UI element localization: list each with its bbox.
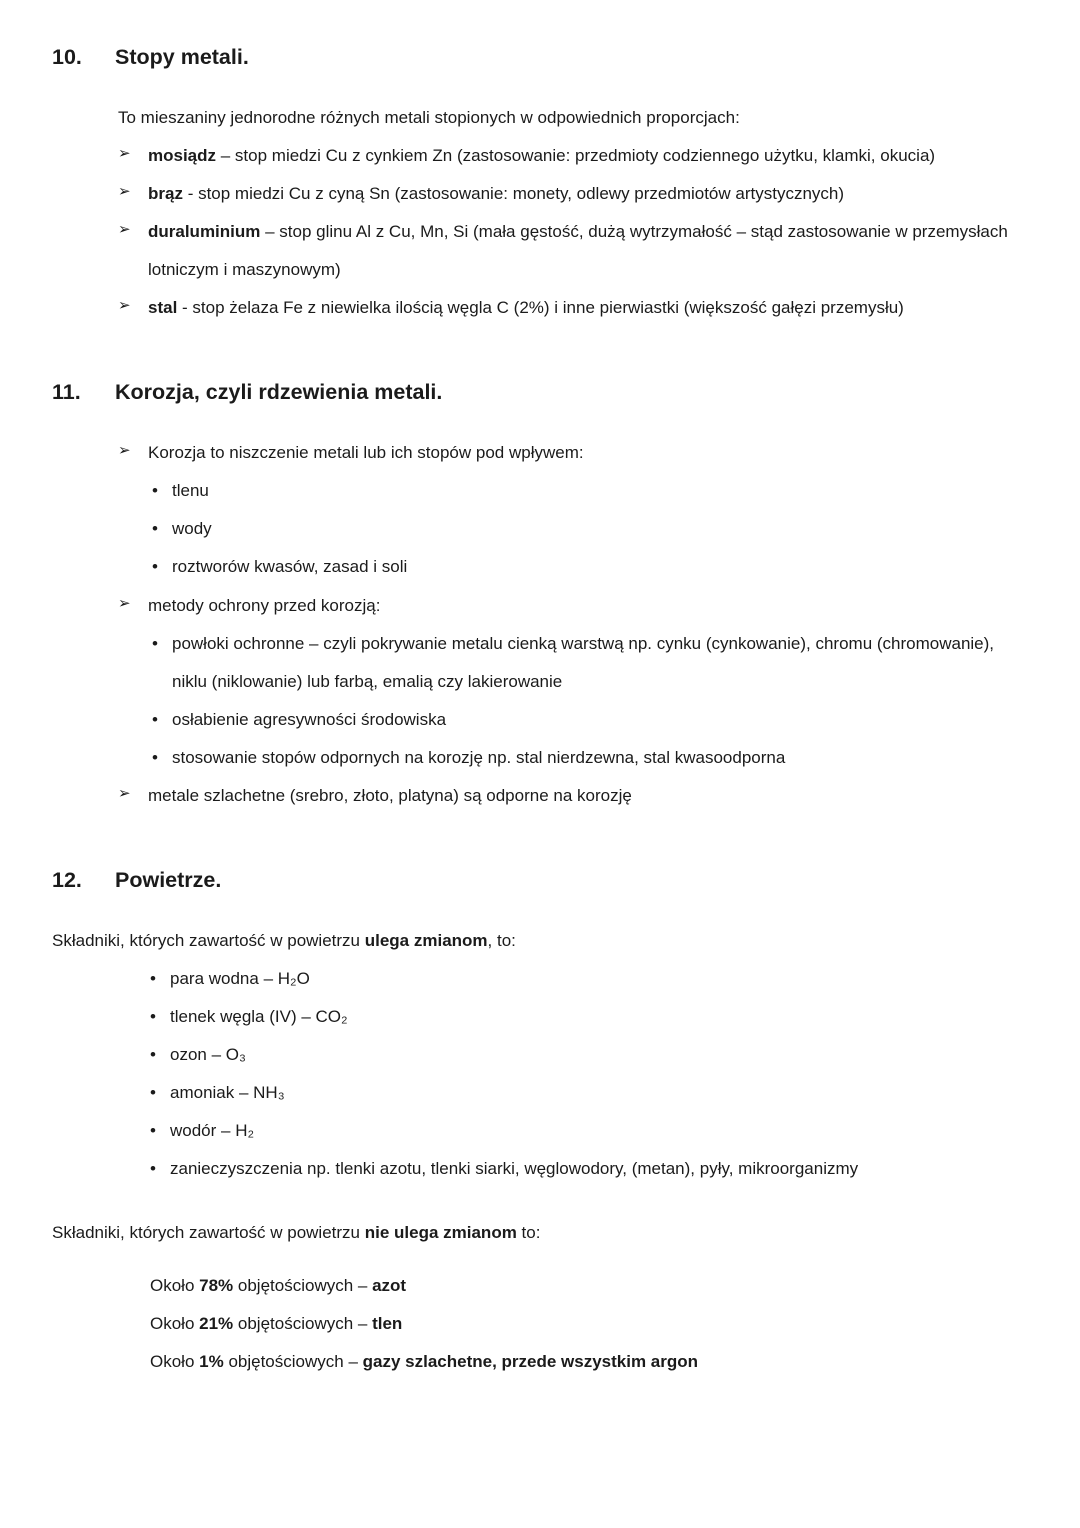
list-item-text: osłabienie agresywności środowiska xyxy=(172,709,447,729)
heading-bold: nie ulega zmianom xyxy=(364,1223,517,1243)
list-item-text xyxy=(148,289,1030,327)
list-item-term: stal xyxy=(148,298,178,318)
section-title: Powietrze. xyxy=(115,868,222,892)
section-11-content xyxy=(118,434,1030,815)
list-item xyxy=(118,777,1030,815)
heading-suffix: to: xyxy=(516,1223,541,1243)
list-item-term: brąz xyxy=(148,184,183,204)
list-item xyxy=(118,434,1030,472)
list-item-text xyxy=(148,137,1030,175)
list-item-body: - stop miedzi Cu z cyną Sn (zastosowanie: monety, odlewy przedmiotów artystycznych) xyxy=(182,184,845,204)
heading-bold: ulega zmianom xyxy=(364,930,488,950)
list-item-text: stosowanie stopów odpornych na korozję np. stal nierdzewna, stal kwasoodporna xyxy=(172,747,786,767)
constant-components-heading xyxy=(52,1214,1030,1252)
list-item-text: metody ochrony przed korozją: xyxy=(148,595,381,615)
line-component: azot xyxy=(372,1275,407,1295)
heading-prefix: Składniki, których zawartość w powietrzu xyxy=(52,1223,365,1243)
list-item xyxy=(150,960,1030,998)
line-middle: objętościowych – xyxy=(233,1313,373,1333)
list-item-body: – stop miedzi Cu z cynkiem Zn (zastosowanie: przedmioty codziennego użytku, klamki, okucia) xyxy=(216,145,936,165)
list-item-text: zanieczyszczenia np. tlenki azotu, tlenki siarki, węglowodory, (metan), pyły, mikroorganizmy xyxy=(170,1159,859,1179)
list-item-body: – stop glinu Al z Cu, Mn, Si (mała gęstość, dużą wytrzymałość – stąd zastosowanie w przemysłach lotniczym i maszynowym) xyxy=(148,222,1008,280)
dot-bullet-icon: • xyxy=(152,557,158,577)
list-item-text: roztworów kwasów, zasad i soli xyxy=(172,557,408,577)
list-item-text: powłoki ochronne – czyli pokrywanie metalu cienką warstwą np. cynku (cynkowanie), chromu (chromowanie), niklu (niklowanie) lub farbą, emalią czy lakierowanie xyxy=(172,633,995,691)
section-10-content xyxy=(118,99,1030,327)
list-item xyxy=(152,625,1030,701)
line-percent: 21% xyxy=(199,1313,234,1333)
variable-components-list xyxy=(150,960,1030,1188)
section-title: Stopy metali. xyxy=(115,45,249,69)
dot-bullet-icon: • xyxy=(152,709,158,729)
constant-component-line xyxy=(150,1267,1030,1305)
section-heading-10 xyxy=(52,44,1030,71)
dot-bullet-icon: • xyxy=(152,747,158,767)
list-item xyxy=(118,213,1030,289)
list-item-term: duraluminium xyxy=(148,222,261,242)
arrow-bullet-icon: ➢ xyxy=(118,784,131,802)
list-item-text: wody xyxy=(172,519,212,539)
list-item xyxy=(118,175,1030,213)
line-prefix: Około xyxy=(150,1275,200,1295)
section-heading-11 xyxy=(52,379,1030,406)
variable-components-heading xyxy=(52,922,1030,960)
dot-bullet-icon: • xyxy=(150,1159,156,1179)
list-item-text: wodór – H₂ xyxy=(170,1121,255,1141)
arrow-bullet-icon: ➢ xyxy=(118,594,131,612)
list-item-body: - stop żelaza Fe z niewielka ilością węgla C (2%) i inne pierwiastki (większość gałęzi przemysłu) xyxy=(177,298,904,318)
dot-bullet-icon: • xyxy=(152,519,158,539)
section-title: Korozja, czyli rdzewienia metali. xyxy=(115,380,443,405)
dot-bullet-icon: • xyxy=(150,968,156,988)
list-item xyxy=(152,701,1030,739)
list-item xyxy=(152,510,1030,548)
list-item-text: tlenek węgla (IV) – CO₂ xyxy=(170,1007,348,1027)
arrow-bullet-icon: ➢ xyxy=(118,221,131,239)
list-item xyxy=(152,739,1030,777)
line-middle: objętościowych – xyxy=(233,1275,373,1295)
list-item xyxy=(150,1036,1030,1074)
line-percent: 1% xyxy=(199,1351,224,1371)
constant-component-line xyxy=(150,1305,1030,1343)
list-item-text: para wodna – H₂O xyxy=(170,968,310,988)
dot-bullet-icon: • xyxy=(150,1045,156,1065)
section-heading-12 xyxy=(52,867,1030,894)
dot-bullet-icon: • xyxy=(152,481,158,501)
line-component: gazy szlachetne, przede wszystkim argon xyxy=(362,1351,699,1371)
list-item xyxy=(152,548,1030,586)
list-item-text xyxy=(148,175,1030,213)
dot-bullet-icon: • xyxy=(150,1121,156,1141)
section-number: 11. xyxy=(52,380,81,405)
list-item-term: mosiądz xyxy=(148,145,217,165)
arrow-bullet-icon: ➢ xyxy=(118,144,131,162)
list-item xyxy=(150,1150,1030,1188)
line-middle: objętościowych – xyxy=(223,1351,363,1371)
section-number: 12. xyxy=(52,868,82,892)
list-item-text xyxy=(148,213,1030,289)
heading-prefix: Składniki, których zawartość w powietrzu xyxy=(52,930,365,950)
list-item xyxy=(150,998,1030,1036)
constant-components-list xyxy=(150,1267,1030,1381)
list-item xyxy=(118,289,1030,327)
list-item xyxy=(150,1112,1030,1150)
list-item-text: amoniak – NH₃ xyxy=(170,1083,285,1103)
section-number: 10. xyxy=(52,45,82,69)
dot-bullet-icon: • xyxy=(150,1083,156,1103)
constant-component-line xyxy=(150,1343,1030,1381)
line-component: tlen xyxy=(372,1313,403,1333)
sub-bullet-list xyxy=(152,472,1030,586)
list-item-text: tlenu xyxy=(172,481,209,501)
arrow-bullet-icon: ➢ xyxy=(118,297,131,315)
list-item xyxy=(150,1074,1030,1112)
arrow-bullet-icon: ➢ xyxy=(118,442,131,460)
arrow-bullet-icon: ➢ xyxy=(118,183,131,201)
list-item-text: metale szlachetne (srebro, złoto, platyna) są odporne na korozję xyxy=(148,785,632,805)
heading-suffix: , to: xyxy=(487,930,516,950)
list-item xyxy=(152,472,1030,510)
dot-bullet-icon: • xyxy=(152,633,158,653)
list-item xyxy=(118,587,1030,625)
list-item xyxy=(118,137,1030,175)
sub-bullet-list xyxy=(152,625,1030,777)
line-percent: 78% xyxy=(199,1275,234,1295)
list-item-text: Korozja to niszczenie metali lub ich stopów pod wpływem: xyxy=(148,443,584,463)
section-10-intro: To mieszaniny jednorodne różnych metali stopionych w odpowiednich proporcjach: xyxy=(118,107,740,127)
line-prefix: Około xyxy=(150,1313,200,1333)
list-item-text: ozon – O₃ xyxy=(170,1045,246,1065)
dot-bullet-icon: • xyxy=(150,1007,156,1027)
line-prefix: Około xyxy=(150,1351,200,1371)
